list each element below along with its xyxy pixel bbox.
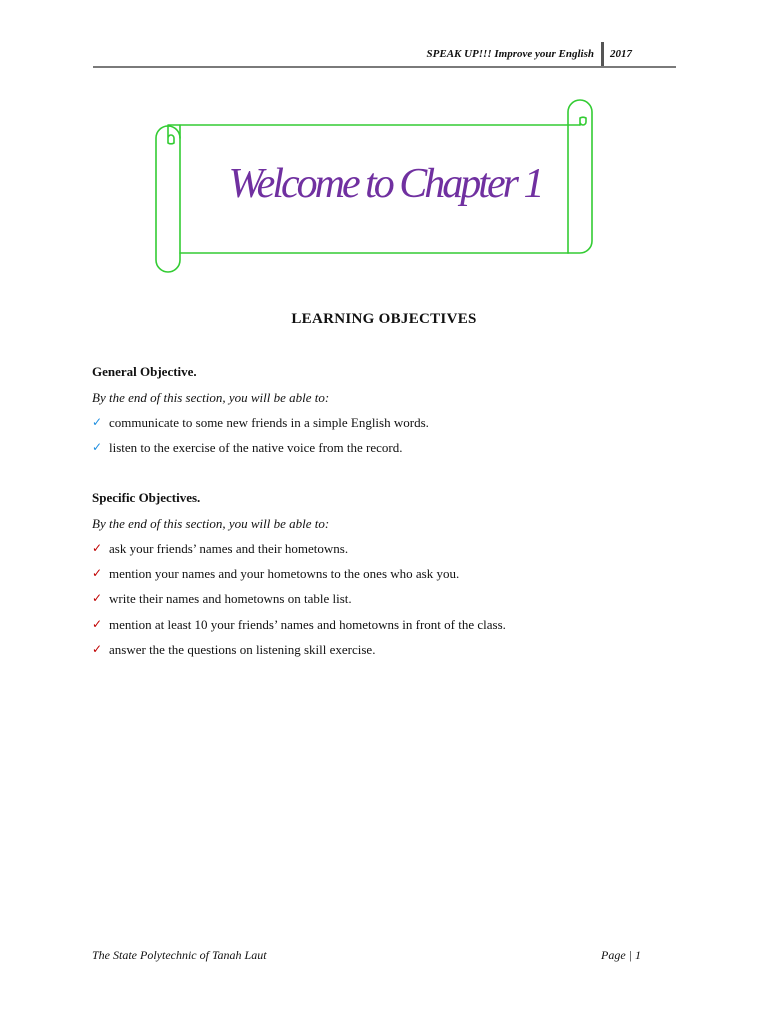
- checkmark-icon: ✓: [92, 616, 103, 631]
- list-item: [92, 440, 429, 465]
- list-item: [92, 617, 506, 642]
- objective-text: ask your friends’ names and their hometowns.: [109, 541, 349, 556]
- objective-text: listen to the exercise of the native voice from the record.: [109, 440, 403, 456]
- footer-institution: The State Polytechnic of Tanah Laut: [92, 948, 267, 962]
- checkmark-icon: ✓: [92, 440, 103, 455]
- specific-objectives-title: Specific Objectives.: [92, 490, 201, 505]
- general-objective-intro: By the end of this section, you will be able to:: [92, 390, 330, 405]
- list-item: [92, 566, 506, 591]
- header-separator: [601, 42, 604, 67]
- objective-text: mention your names and your hometowns to the ones who ask you.: [109, 566, 460, 582]
- checkmark-icon: ✓: [92, 415, 103, 429]
- objective-text: write their names and hometowns on table list.: [109, 591, 352, 607]
- general-objectives-list: [92, 415, 429, 465]
- header-rule: [93, 66, 676, 68]
- general-objective-title: General Objective.: [92, 364, 197, 379]
- specific-objectives-intro: By the end of this section, you will be able to:: [92, 516, 330, 531]
- objective-text: communicate to some new friends in a simple English words.: [109, 415, 429, 430]
- page-header: [93, 42, 676, 67]
- header-title: SPEAK UP!!! Improve your English: [426, 48, 594, 60]
- list-item: [92, 591, 506, 616]
- header-year: 2017: [610, 48, 632, 60]
- chapter-banner: [150, 98, 602, 278]
- list-item: [92, 541, 506, 566]
- footer-page-number: Page | 1: [601, 948, 641, 962]
- objective-text: mention at least 10 your friends’ names and hometowns in front of the class.: [109, 616, 506, 632]
- list-item: [92, 415, 429, 440]
- checkmark-icon: ✓: [92, 641, 103, 656]
- learning-objectives-heading: LEARNING OBJECTIVES: [291, 311, 477, 327]
- chapter-title: Welcome to Chapter 1: [228, 161, 542, 207]
- list-item: [92, 642, 506, 667]
- specific-objectives-list: [92, 541, 506, 667]
- checkmark-icon: ✓: [92, 541, 103, 555]
- checkmark-icon: ✓: [92, 591, 103, 606]
- checkmark-icon: ✓: [92, 566, 103, 581]
- objective-text: answer the the questions on listening skill exercise.: [109, 641, 376, 657]
